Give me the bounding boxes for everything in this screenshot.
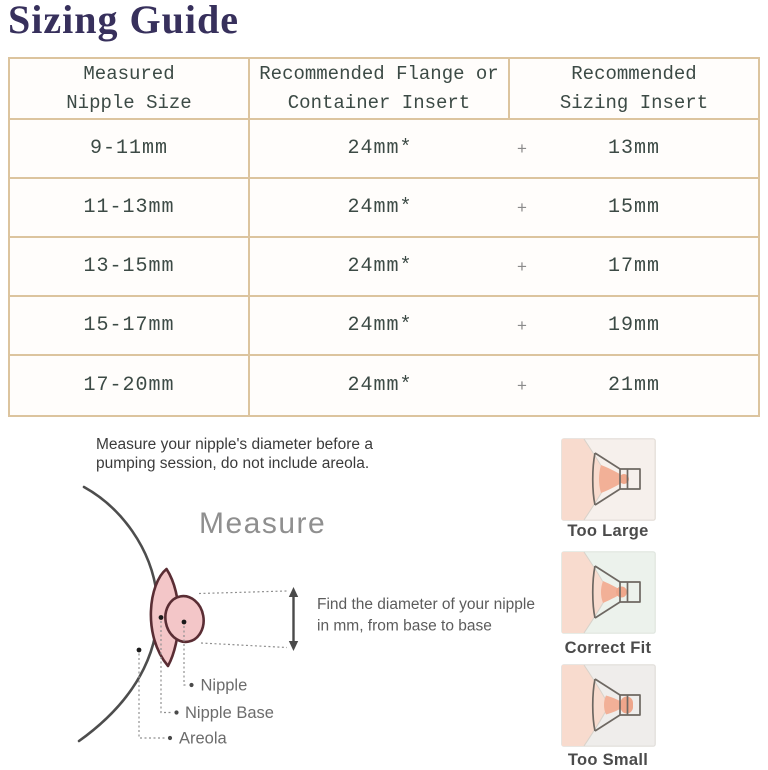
measure-heading: Measure (199, 507, 327, 540)
nipple-tip (616, 587, 627, 598)
cell-flange-insert: 24mm* (347, 314, 413, 337)
fit-card-correct-fit (561, 551, 656, 634)
plus-sign: + (517, 138, 527, 158)
plus-sign: + (517, 375, 527, 395)
page-title: Sizing Guide (8, 0, 239, 42)
instruction-line: Measure your nipple's diameter before a (96, 436, 373, 453)
header-line: Recommended (571, 63, 697, 85)
measure-diagram (0, 417, 545, 768)
header-line: Measured (83, 63, 175, 85)
header-line: Nipple Size (66, 91, 192, 114)
table-row (10, 356, 758, 415)
diameter-dotted-line-bottom (201, 643, 287, 648)
header-recommended-flange (250, 59, 510, 118)
plus-sign: + (517, 315, 527, 335)
arrow-head-up-icon (289, 587, 298, 597)
diameter-note-line2: in mm, from base to base (317, 617, 492, 635)
table-row (10, 238, 758, 297)
table-body (10, 120, 758, 415)
table-row (10, 120, 758, 179)
nipple-base-marker-dot (159, 615, 164, 620)
plus-sign: + (517, 197, 527, 217)
too-small-label: Too Small (567, 751, 649, 769)
diameter-dotted-line-top (199, 591, 287, 594)
plus-sign: + (517, 256, 527, 276)
too-large-label: Too Large (567, 522, 649, 540)
cell-flange-insert: 24mm* (347, 196, 413, 219)
cell-flange-insert: 24mm* (347, 137, 413, 160)
nipple-label: Nipple (200, 676, 248, 695)
fit-card-too-large (561, 438, 656, 521)
instruction-line: pumping session, do not include areola. (96, 454, 370, 472)
sizing-table (8, 57, 760, 417)
header-measured-nipple-size (10, 59, 250, 118)
arrow-head-down-icon (289, 641, 298, 651)
nipple-base-bullet-icon (174, 710, 178, 714)
cell-sizing-insert: 13mm (607, 137, 660, 160)
table-header-row (10, 59, 758, 120)
cell-sizing-insert: 21mm (607, 374, 660, 397)
cell-nipple-size: 17-20mm (10, 356, 250, 415)
table-row (10, 297, 758, 356)
areola-bullet-icon (168, 736, 172, 740)
cell-nipple-size: 15-17mm (10, 297, 250, 354)
diameter-note-line1: Find the diameter of your nipple (317, 596, 535, 613)
header-recommended-sizing-insert (510, 59, 758, 118)
breast-curve (79, 487, 158, 741)
cell-sizing-insert: 17mm (607, 255, 660, 278)
header-line: Sizing Insert (559, 91, 709, 114)
cell-flange-insert: 24mm* (347, 255, 413, 278)
table-row (10, 179, 758, 238)
cell-sizing-insert: 15mm (607, 196, 660, 219)
nipple-marker-dot (182, 620, 187, 625)
cell-nipple-size: 11-13mm (10, 179, 250, 236)
cell-sizing-insert: 19mm (607, 314, 660, 337)
areola-label: Areola (179, 729, 227, 748)
header-line: Recommended Flange or (259, 63, 499, 85)
nipple-base-label: Nipple Base (185, 704, 274, 722)
nipple-bullet-icon (189, 683, 193, 687)
header-line: Container Insert (287, 91, 471, 114)
cell-flange-insert: 24mm* (347, 374, 413, 397)
areola-marker-dot (137, 648, 142, 653)
fit-card-too-small (561, 664, 656, 747)
correct-fit-label: Correct Fit (564, 639, 652, 657)
cell-nipple-size: 13-15mm (10, 238, 250, 295)
cell-nipple-size: 9-11mm (10, 120, 250, 177)
